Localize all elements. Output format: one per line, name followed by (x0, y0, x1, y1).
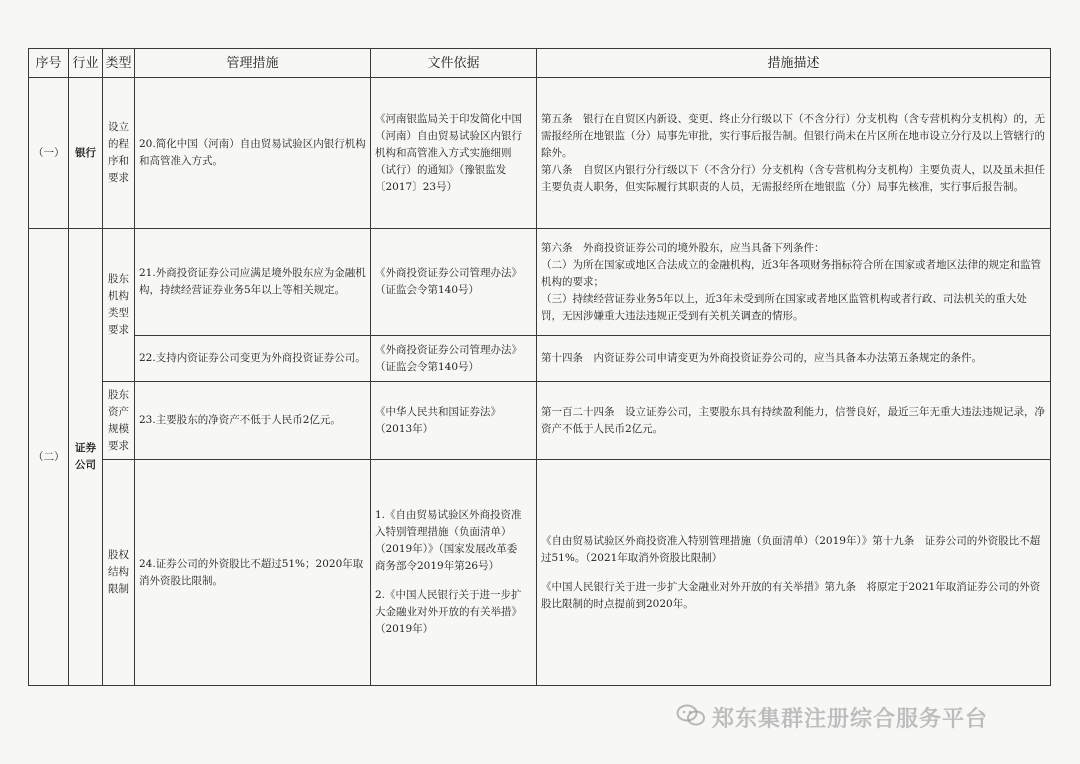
description-cell (537, 229, 1051, 336)
watermark (676, 702, 988, 733)
header-seq: 序号 (29, 49, 69, 78)
table-row (29, 229, 1051, 336)
basis-cell (371, 460, 537, 686)
table-row (29, 382, 1051, 460)
table-row (29, 336, 1051, 382)
type-cell: 股权结构限制 (103, 460, 135, 686)
table-row (29, 460, 1051, 686)
header-type: 类型 (103, 49, 135, 78)
description-cell (537, 460, 1051, 686)
description-paragraph: 第五条 银行在自贸区内新设、变更、终止分行级以下（不含分行）分支机构（含专营机构分支机构）的，无需报经所在地银监（分）局事先审批，实行事后报告制。但银行尚未在片区所在地市设立分行及以上管辖行的除外。 (541, 112, 1045, 159)
description-paragraph: （二）为所在国家或地区合法成立的金融机构，近3年各项财务指标符合所在国家或者地区法律的规定和监管机构的要求； (541, 258, 1042, 288)
basis-cell: 《外商投资证券公司管理办法》（证监会令第140号） (371, 229, 537, 336)
basis-cell: 《外商投资证券公司管理办法》（证监会令第140号） (371, 336, 537, 382)
description-paragraph: 第六条 外商投资证券公司的境外股东，应当具备下列条件： (541, 241, 825, 254)
basis-paragraph: 1.《自由贸易试验区外商投资准入特别管理措施（负面清单）（2019年）》（国家发展改革委 商务部令2019年第26号） (375, 509, 528, 572)
measure-cell: 23.主要股东的净资产不低于人民币2亿元。 (135, 382, 371, 460)
description-cell (537, 78, 1051, 229)
basis-cell: 《中华人民共和国证券法》（2013年） (371, 382, 537, 460)
description-paragraph: （三）持续经营证券业务5年以上，近3年未受到所在国家或者地区监管机构或者行政、司法机关的重大处罚，无因涉嫌重大违法违规正受到有关机关调查的情形。 (541, 292, 1027, 322)
seq-cell: （一） (29, 78, 69, 229)
type-cell: 设立的程序和要求 (103, 78, 135, 229)
description-cell (537, 382, 1051, 460)
header-measures: 管理措施 (135, 49, 371, 78)
wechat-icon (676, 703, 706, 733)
header-basis: 文件依据 (371, 49, 537, 78)
industry-cell: 证券公司 (69, 229, 103, 686)
measure-cell: 20.简化中国（河南）自由贸易试验区内银行机构和高管准入方式。 (135, 78, 371, 229)
description-cell (537, 336, 1051, 382)
measure-cell: 24.证券公司的外资股比不超过51%；2020年取消外资股比限制。 (135, 460, 371, 686)
seq-cell: （二） (29, 229, 69, 686)
regulation-table (28, 48, 1051, 686)
description-paragraph: 《自由贸易试验区外商投资准入特别管理措施（负面清单）（2019年）》第十九条 证券公司的外资股比不超过51%。（2021年取消外资股比限制） (541, 534, 1041, 564)
measure-cell: 21.外商投资证券公司应满足境外股东应为金融机构，持续经营证券业务5年以上等相关规定。 (135, 229, 371, 336)
measure-cell: 22.支持内资证券公司变更为外商投资证券公司。 (135, 336, 371, 382)
header-row (29, 49, 1051, 78)
basis-cell: 《河南银监局关于印发简化中国（河南）自由贸易试验区内银行机构和高管准入方式实施细则（试行）的通知》（豫银监发〔2017〕23号） (371, 78, 537, 229)
basis-paragraph: 2.《中国人民银行关于进一步扩大金融业对外开放的有关举措》（2019年） (375, 589, 522, 635)
industry-cell: 银行 (69, 78, 103, 229)
header-description: 措施描述 (537, 49, 1051, 78)
type-cell: 股东资产规模要求 (103, 382, 135, 460)
header-industry: 行业 (69, 49, 103, 78)
description-paragraph: 第一百二十四条 设立证券公司，主要股东具有持续盈利能力，信誉良好，最近三年无重大违法违规记录，净资产不低于人民币2亿元。 (541, 405, 1045, 435)
table-row (29, 78, 1051, 229)
description-paragraph: 第八条 自贸区内银行分行级以下（不含分行）分支机构（含专营机构分支机构）主要负责人，以及虽未担任主要负责人职务，但实际履行其职责的人员，无需报经所在地银监（分）局事先核准，实行事后报告制。 (541, 163, 1045, 193)
description-paragraph: 第十四条 内资证券公司申请变更为外商投资证券公司的，应当具备本办法第五条规定的条件。 (541, 352, 982, 364)
type-cell: 股东机构类型要求 (103, 229, 135, 382)
description-paragraph: 《中国人民银行关于进一步扩大金融业对外开放的有关举措》第九条 将原定于2021年取消证券公司的外资股比限制的时点提前到2020年。 (541, 580, 1041, 610)
watermark-text: 郑东集群注册综合服务平台 (712, 707, 989, 732)
